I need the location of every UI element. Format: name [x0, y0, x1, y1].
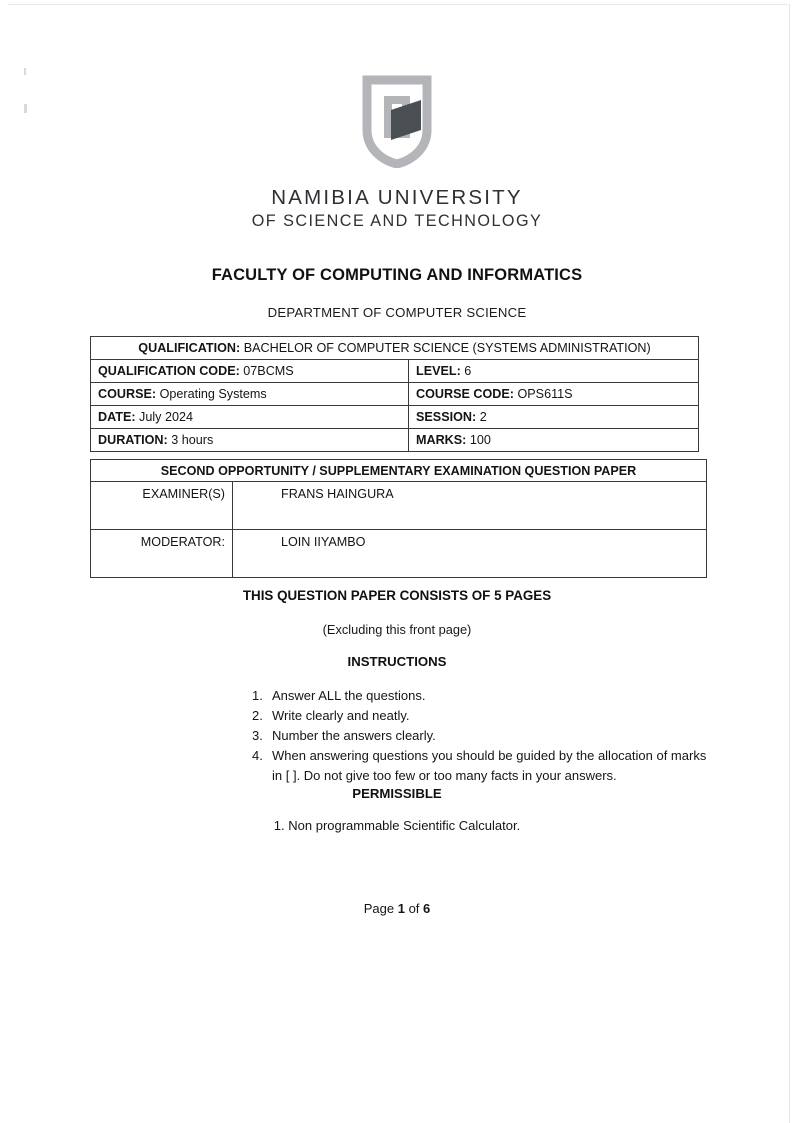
course-code-value: OPS611S — [517, 387, 573, 401]
department-heading: DEPARTMENT OF COMPUTER SCIENCE — [267, 305, 527, 320]
session-label: SESSION: — [416, 410, 477, 424]
permissible-heading: PERMISSIBLE — [352, 786, 442, 801]
qualification-table — [90, 336, 699, 452]
exam-paper-title: SECOND OPPORTUNITY / SUPPLEMENTARY EXAMINATION QUESTION PAPER — [91, 460, 707, 482]
faculty-heading: FACULTY OF COMPUTING AND INFORMATICS — [211, 266, 583, 284]
course-code-cell — [409, 383, 699, 406]
duration-label: DURATION: — [98, 433, 168, 447]
date-cell — [91, 406, 409, 429]
course-value: Operating Systems — [159, 387, 267, 401]
marks-value: 100 — [469, 433, 491, 447]
table-row — [91, 406, 699, 429]
table-row — [91, 530, 707, 578]
date-value: July 2024 — [139, 410, 193, 424]
session-cell — [409, 406, 699, 429]
examiner-name: FRANS HAINGURA — [233, 482, 707, 530]
page-count-notice: THIS QUESTION PAPER CONSISTS OF 5 PAGES — [242, 588, 552, 603]
list-item-text: When answering questions you should be guided by the allocation of marks in [ ]. Do not give too few or too many facts in your answers. — [272, 748, 707, 783]
date-label: DATE: — [98, 410, 136, 424]
course-label: COURSE: — [98, 387, 157, 401]
page-footer — [0, 901, 794, 916]
course-code-label: COURSE CODE: — [416, 387, 514, 401]
page-footer-total: 6 — [423, 901, 431, 916]
instructions-heading: INSTRUCTIONS — [347, 654, 447, 669]
marks-label: MARKS: — [416, 433, 467, 447]
moderator-role-label: MODERATOR: — [91, 530, 233, 578]
course-cell — [91, 383, 409, 406]
list-item-number: 3. — [252, 728, 263, 743]
page-footer-prefix: Page — [363, 901, 398, 916]
excluding-front-page-note: (Excluding this front page) — [322, 622, 472, 637]
instructions-list — [252, 686, 712, 786]
level-cell — [409, 360, 699, 383]
university-name-line1: NAMIBIA UNIVERSITY — [271, 186, 523, 209]
moderator-name: LOIN IIYAMBO — [233, 530, 707, 578]
table-row — [91, 360, 699, 383]
page-footer-current: 1 — [397, 901, 405, 916]
qualification-code-value: 07BCMS — [243, 364, 294, 378]
university-wordmark — [0, 186, 794, 232]
examination-paper-table — [90, 459, 707, 578]
list-item-number: 1. — [252, 688, 263, 703]
duration-cell — [91, 429, 409, 452]
qualification-code-label: QUALIFICATION CODE: — [98, 364, 240, 378]
list-item-text: Answer ALL the questions. — [272, 688, 426, 703]
list-item-number: 4. — [252, 748, 263, 763]
qualification-cell — [91, 337, 699, 360]
list-item — [252, 686, 712, 706]
list-item-number: 2. — [252, 708, 263, 723]
qualification-code-cell — [91, 360, 409, 383]
list-item — [252, 746, 712, 786]
marks-cell — [409, 429, 699, 452]
level-value: 6 — [464, 364, 472, 378]
university-logo — [0, 74, 794, 232]
table-row — [91, 429, 699, 452]
level-label: LEVEL: — [416, 364, 461, 378]
scan-edge-top — [8, 4, 788, 5]
qualification-label: QUALIFICATION: — [138, 341, 241, 355]
nust-shield-logo-icon — [351, 74, 443, 168]
table-row — [91, 460, 707, 482]
examiner-role-label: EXAMINER(S) — [91, 482, 233, 530]
table-row — [91, 383, 699, 406]
session-value: 2 — [479, 410, 487, 424]
qualification-value: BACHELOR OF COMPUTER SCIENCE (SYSTEMS ADMINISTRATION) — [243, 341, 651, 355]
permissible-item: 1. Non programmable Scientific Calculator. — [273, 818, 521, 833]
list-item-text: Write clearly and neatly. — [272, 708, 410, 723]
page-footer-middle: of — [404, 901, 424, 916]
duration-value: 3 hours — [171, 433, 214, 447]
list-item-text: Number the answers clearly. — [272, 728, 436, 743]
university-name-line2: OF SCIENCE AND TECHNOLOGY — [251, 212, 543, 231]
list-item — [252, 706, 712, 726]
table-row — [91, 337, 699, 360]
list-item — [252, 726, 712, 746]
table-row — [91, 482, 707, 530]
